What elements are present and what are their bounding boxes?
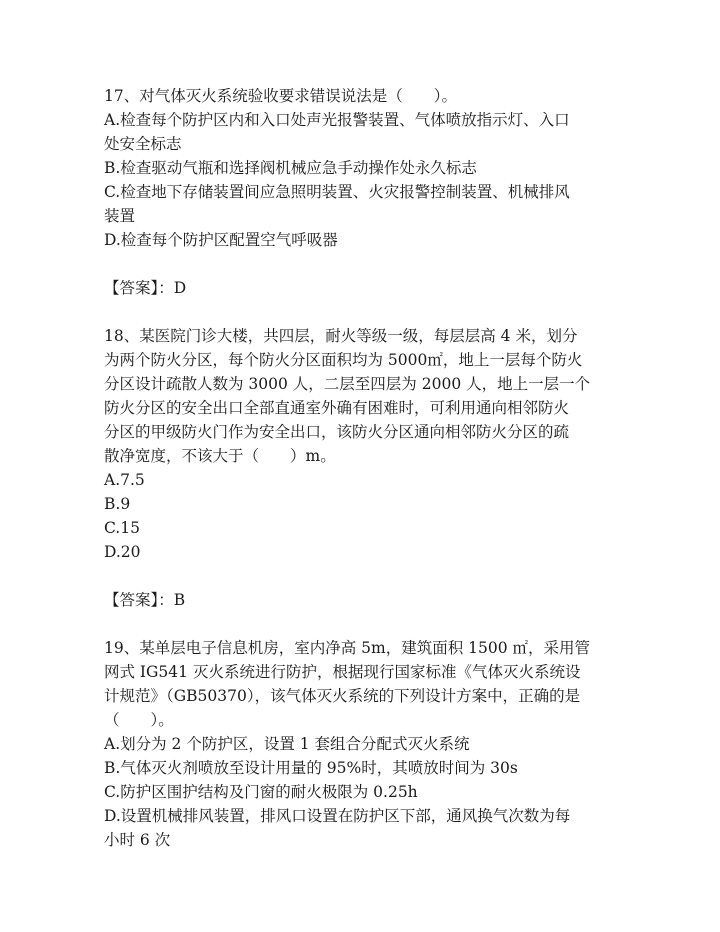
- option-c-line: 装置: [104, 207, 136, 225]
- spacer: [104, 564, 624, 588]
- option-d-line: D.检查每个防护区配置空气呼吸器: [104, 231, 338, 249]
- option-a-line: A.检查每个防护区内和入口处声光报警装置、气体喷放指示灯、入口: [104, 111, 570, 129]
- option-c-line: C.检查地下存储装置间应急照明装置、火灾报警控制装置、机械排风: [104, 183, 570, 201]
- option-a-line: A.划分为 2 个防护区，设置 1 套组合分配式灭火系统: [104, 735, 470, 753]
- question-stem-line: 17、对气体灭火系统验收要求错误说法是（ ）。: [104, 87, 457, 105]
- option-b-line: B.9: [104, 495, 131, 513]
- answer-18: 【答案】：B: [104, 591, 186, 609]
- option-d-line: D.设置机械排风装置，排风口设置在防护区下部，通风换气次数为每: [104, 807, 571, 825]
- question-stem-line: 分区的甲级防火门作为安全出口，该防火分区通向相邻防火分区的疏: [104, 423, 570, 441]
- question-stem-line: 18、某医院门诊大楼，共四层，耐火等级一级，每层层高 4 米，划分: [104, 327, 578, 345]
- question-stem-line: 网式 IG541 灭火系统进行防护，根据现行国家标准《气体灭火系统设: [104, 663, 581, 681]
- option-a-line: A.7.5: [104, 471, 145, 489]
- question-stem-line: （ ）。: [104, 711, 174, 729]
- question-stem-line: 分区设计疏散人数为 3000 人，二层至四层为 2000 人，地上一层一个: [104, 375, 591, 393]
- option-b-line: B.气体灭火剂喷放至设计用量的 95%时，其喷放时间为 30s: [104, 759, 518, 777]
- question-stem-line: 19、某单层电子信息机房，室内净高 5m，建筑面积 1500 ㎡，采用管: [104, 639, 591, 657]
- exam-document: [104, 84, 624, 852]
- option-c-line: C.15: [104, 519, 140, 537]
- spacer: [104, 252, 624, 276]
- option-c-line: C.防护区围护结构及门窗的耐火极限为 0.25h: [104, 783, 418, 801]
- spacer: [104, 300, 624, 324]
- option-d-line: D.20: [104, 543, 141, 561]
- answer-17: 【答案】：D: [104, 279, 187, 297]
- question-stem-line: 散净宽度，不该大于（ ）m。: [104, 447, 336, 465]
- option-b-line: B.检查驱动气瓶和选择阀机械应急手动操作处永久标志: [104, 159, 477, 177]
- question-17: [104, 84, 624, 252]
- option-a-line: 处安全标志: [104, 135, 182, 153]
- question-18: [104, 324, 624, 564]
- question-stem-line: 计规范》（GB50370），该气体灭火系统的下列设计方案中，正确的是: [104, 687, 581, 705]
- option-d-line: 小时 6 次: [104, 831, 171, 849]
- spacer: [104, 612, 624, 636]
- question-stem-line: 防火分区的安全出口全部直通室外确有困难时，可利用通向相邻防火: [104, 399, 570, 417]
- question-19: [104, 636, 624, 852]
- question-stem-line: 为两个防火分区，每个防火分区面积均为 5000㎡，地上一层每个防火: [104, 351, 583, 369]
